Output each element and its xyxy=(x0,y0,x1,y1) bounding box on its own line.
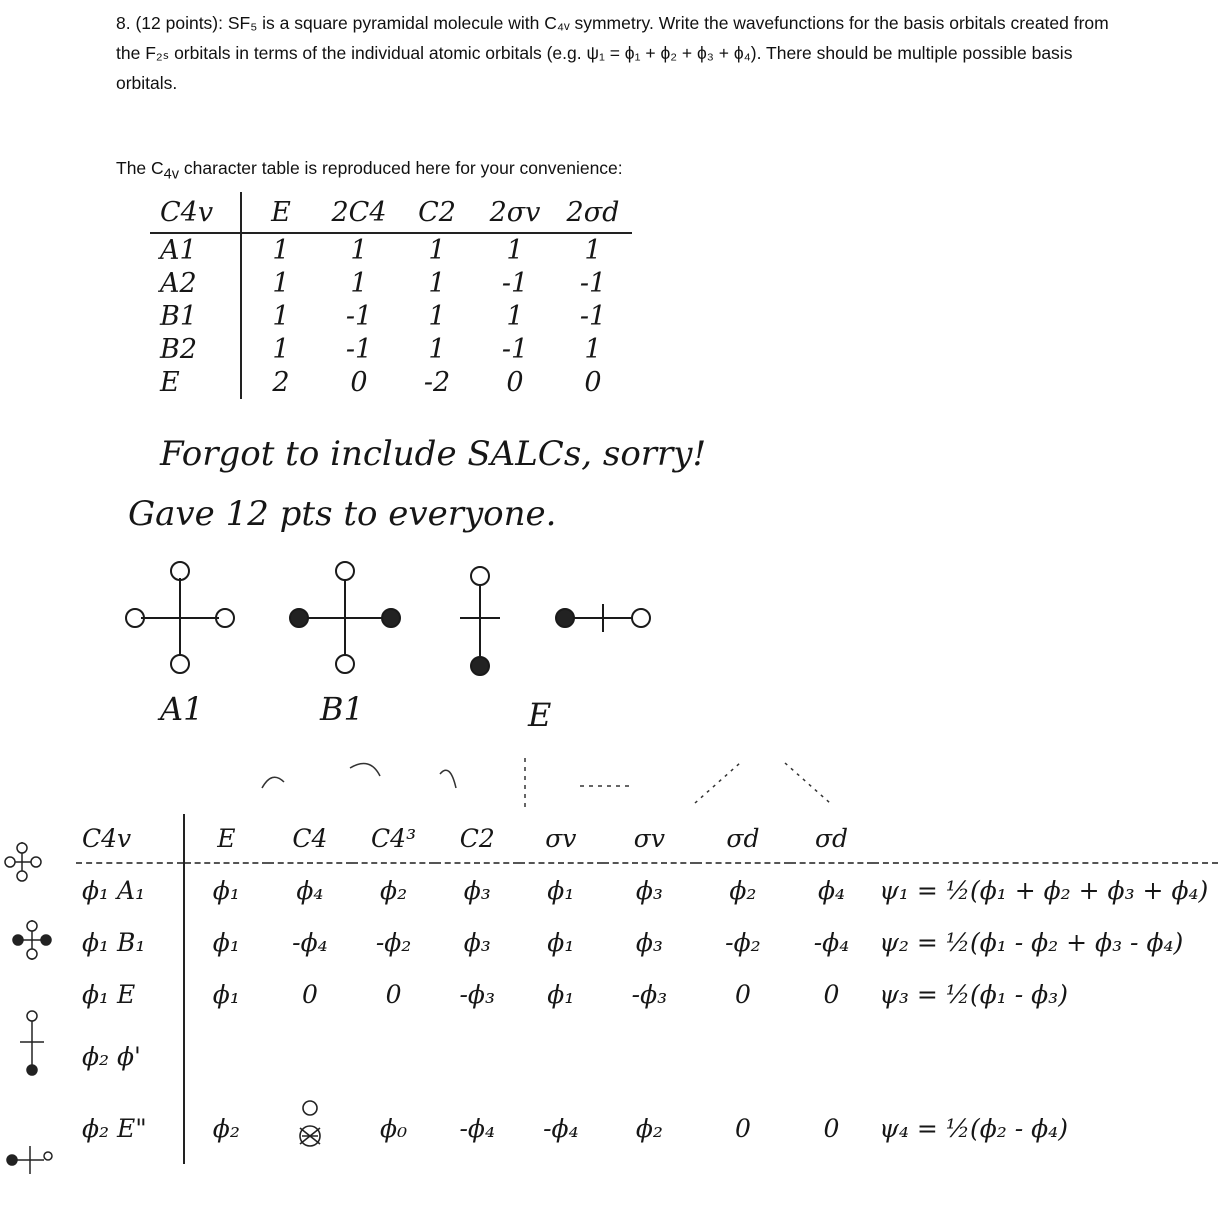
irrep-label: B1 xyxy=(150,300,241,333)
projection-cell xyxy=(435,1020,519,1092)
header-cell: σv xyxy=(519,814,603,863)
wavefunction-psi2: ψ₂ = ½(ϕ₁ - ϕ₂ + ϕ₃ - ϕ₄) xyxy=(879,927,1184,957)
character-cell: 0 xyxy=(350,367,368,398)
intro-suffix: character table is reproduced here for your convenience: xyxy=(179,158,623,178)
irrep-label: B2 xyxy=(150,333,241,366)
open-lobe-icon xyxy=(471,567,489,585)
projection-cell: 0 xyxy=(385,979,402,1009)
open-lobe-icon xyxy=(171,655,189,673)
rotation-arrow-icon xyxy=(262,777,284,788)
table-row xyxy=(150,233,632,267)
header-cell: C2 xyxy=(398,192,476,233)
projection-cell: ϕ₄ xyxy=(817,875,846,905)
table-row xyxy=(150,300,632,333)
projection-cell: ϕ₂ xyxy=(635,1113,663,1143)
row-label: ϕ₁ A₁ xyxy=(76,863,184,916)
header-cell: E xyxy=(241,192,320,233)
character-cell: 1 xyxy=(350,235,368,266)
projection-table xyxy=(76,814,1218,1164)
header-cell: 2σv xyxy=(476,192,554,233)
row-label: ϕ₂ E" xyxy=(76,1092,184,1164)
table-row xyxy=(76,1092,1218,1164)
row-label: ϕ₁ E xyxy=(76,968,184,1020)
projection-cell xyxy=(519,1020,603,1092)
row-label: ϕ₂ ϕ' xyxy=(76,1020,184,1092)
header-cell: C4³ xyxy=(352,814,436,863)
projection-cell: ϕ₄ xyxy=(296,875,324,905)
header-cell: σd xyxy=(696,814,790,863)
table-row xyxy=(76,1020,1218,1092)
projection-cell: 0 xyxy=(734,979,751,1009)
intro-prefix: The C xyxy=(116,158,164,178)
projection-cell: 0 xyxy=(823,979,840,1009)
filled-lobe-icon xyxy=(290,609,308,627)
projection-cell: ϕ₃ xyxy=(635,927,663,957)
character-cell: 1 xyxy=(506,235,524,266)
side-molecule-sketches xyxy=(2,820,76,1200)
header-cell: C2 xyxy=(435,814,519,863)
character-cell: 1 xyxy=(350,268,368,299)
character-table-intro xyxy=(116,158,623,183)
projection-cell xyxy=(352,1020,436,1092)
header-cell: 2σd xyxy=(554,192,632,233)
molecule-sketch xyxy=(7,1146,52,1174)
table-row xyxy=(76,916,1218,968)
character-cell: 1 xyxy=(428,301,446,332)
projection-cell: ϕ₀ xyxy=(380,1113,408,1143)
projection-cell: ϕ₂ xyxy=(212,1113,240,1143)
character-cell: 0 xyxy=(584,367,602,398)
projection-cell: -ϕ₄ xyxy=(292,927,328,957)
projection-cell: -ϕ₂ xyxy=(725,927,761,957)
character-cell: 1 xyxy=(272,235,290,266)
group-label: C4v xyxy=(76,814,184,863)
projection-cell: ϕ₁ xyxy=(547,927,575,957)
molecule-sketch xyxy=(13,920,51,960)
character-cell: -1 xyxy=(345,301,373,332)
projection-cell: 0 xyxy=(823,1113,840,1143)
projection-cell: ϕ₁ xyxy=(212,927,240,957)
character-cell: -1 xyxy=(579,301,607,332)
header-cell: σd xyxy=(790,814,874,863)
table-row xyxy=(150,366,632,399)
projection-cell xyxy=(268,1020,352,1092)
open-lobe-icon xyxy=(171,562,189,580)
character-cell: 1 xyxy=(272,268,290,299)
table-row xyxy=(150,333,632,366)
operation-sketches xyxy=(250,748,850,818)
character-table-header xyxy=(150,192,632,233)
row-label: ϕ₁ B₁ xyxy=(76,916,184,968)
projection-cell: ϕ₂ xyxy=(729,875,757,905)
rotation-arrow-icon xyxy=(350,764,380,777)
character-cell: 1 xyxy=(272,334,290,365)
projection-cell: ϕ₁ xyxy=(547,875,575,905)
character-cell: 1 xyxy=(506,301,524,332)
character-cell: -2 xyxy=(423,367,451,398)
character-cell: -1 xyxy=(501,268,529,299)
header-cell: C4 xyxy=(268,814,352,863)
character-cell: 2 xyxy=(272,367,290,398)
projection-cell: ϕ₃ xyxy=(463,875,491,905)
projection-cell: -ϕ₄ xyxy=(813,927,850,957)
character-cell: -1 xyxy=(579,268,607,299)
character-cell: 0 xyxy=(506,367,524,398)
projection-cell xyxy=(790,1020,874,1092)
wavefunction-psi1: ψ₁ = ½(ϕ₁ + ϕ₂ + ϕ₃ + ϕ₄) xyxy=(879,875,1209,905)
table-row xyxy=(76,968,1218,1020)
header-cell: σv xyxy=(603,814,697,863)
wavefunction-empty xyxy=(873,1020,1218,1092)
projection-cell: -ϕ₃ xyxy=(631,979,668,1009)
character-cell: 1 xyxy=(272,301,290,332)
open-lobe-icon xyxy=(336,655,354,673)
psi-header xyxy=(873,814,1218,863)
e-orbital-sketch-b xyxy=(556,604,650,632)
intro-subscript: 4v xyxy=(163,166,180,183)
molecule-sketch xyxy=(5,842,41,881)
irrep-label: A2 xyxy=(150,267,241,300)
filled-lobe-icon xyxy=(556,609,574,627)
filled-lobe-icon xyxy=(471,657,489,675)
projection-header xyxy=(76,814,1218,863)
diagonal-plane-icon xyxy=(695,763,740,803)
header-cell: 2C4 xyxy=(320,192,398,233)
projection-cell xyxy=(696,1020,790,1092)
character-cell: 1 xyxy=(584,235,602,266)
projection-cell xyxy=(603,1020,697,1092)
projection-cell: ϕ₁ xyxy=(547,979,575,1009)
projection-cell: -ϕ₃ xyxy=(459,979,495,1009)
e-orbital-sketch-a xyxy=(460,567,500,675)
character-cell: -1 xyxy=(345,334,373,365)
projection-cell: 0 xyxy=(734,1113,751,1143)
projection-cell: ϕ₁ xyxy=(212,979,240,1009)
open-lobe-icon xyxy=(336,562,354,580)
salc-label-b1: B1 xyxy=(320,690,364,728)
character-cell: 1 xyxy=(428,268,446,299)
projection-cell: ϕ₃ xyxy=(463,927,491,957)
wavefunction-psi4: ψ₄ = ½(ϕ₂ - ϕ₄) xyxy=(879,1113,1068,1143)
projection-cell: ϕ₁ xyxy=(212,875,240,905)
table-row xyxy=(76,863,1218,916)
projection-cell xyxy=(184,1020,269,1092)
projection-cell: -ϕ₄ xyxy=(459,1113,495,1143)
note-gave-points: Gave 12 pts to everyone. xyxy=(128,494,557,534)
character-table xyxy=(150,192,632,399)
a1-orbital-sketch xyxy=(126,562,234,673)
note-forgot-salcs: Forgot to include SALCs, sorry! xyxy=(160,434,707,474)
character-cell: 1 xyxy=(584,334,602,365)
wavefunction-psi3: ψ₃ = ½(ϕ₁ - ϕ₃) xyxy=(879,979,1068,1009)
projection-cell: -ϕ₄ xyxy=(543,1113,579,1143)
irrep-label: E xyxy=(150,366,241,399)
table-row xyxy=(150,267,632,300)
salc-label-a1: A1 xyxy=(160,690,204,728)
projection-cell: ϕ₃ xyxy=(635,875,663,905)
molecule-sketch xyxy=(20,1011,44,1075)
header-cell: E xyxy=(184,814,269,863)
question-text: 8. (12 points): SF₅ is a square pyramidal molecule with C₄ᵥ symmetry. Write the wavefunctions for the basis orbitals created from the F₂ₛ orbitals in terms of the individual atomic orbitals (e.g. ψ₁ = ϕ₁ + ϕ₂ + ϕ₃ + ϕ₄). There should be multiple possible basis orbitals. xyxy=(116,13,1109,93)
character-cell: -1 xyxy=(501,334,529,365)
open-lobe-icon xyxy=(632,609,650,627)
b1-orbital-sketch xyxy=(290,562,400,673)
projection-cell xyxy=(268,1092,352,1164)
salc-label-e: E xyxy=(528,696,552,734)
projection-cell: -ϕ₂ xyxy=(375,927,412,957)
irrep-label: A1 xyxy=(150,233,241,267)
character-cell: 1 xyxy=(428,235,446,266)
rotation-arrow-icon xyxy=(440,770,456,788)
projection-cell: ϕ₂ xyxy=(380,875,408,905)
scribbled-orbital-icon xyxy=(290,1098,330,1152)
group-label: C4v xyxy=(150,192,241,233)
character-cell: 1 xyxy=(428,334,446,365)
diagonal-plane-icon xyxy=(785,763,830,803)
filled-lobe-icon xyxy=(382,609,400,627)
projection-cell: 0 xyxy=(301,979,318,1009)
